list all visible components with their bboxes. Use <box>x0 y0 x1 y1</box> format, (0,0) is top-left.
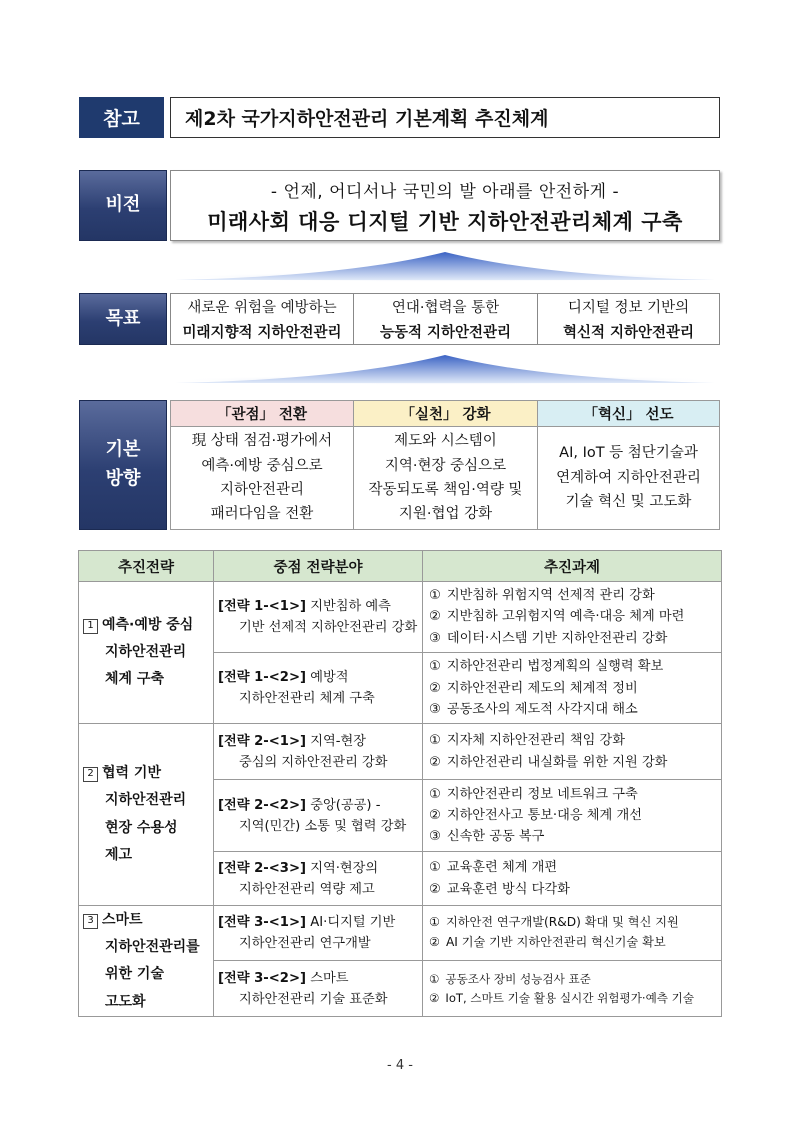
strategy-text: 현장 수용성 <box>105 819 178 836</box>
direction-body-3 <box>538 427 720 530</box>
item-number: ① <box>429 733 441 749</box>
task-text: 데이터·시스템 기반 지하안전관리 강화 <box>446 630 668 646</box>
area-title: 기반 선제적 지하안전관리 강화 <box>239 620 418 636</box>
list-item <box>429 678 717 699</box>
list-item <box>429 879 717 900</box>
area-code: [전략 3-<1>] <box>218 915 307 931</box>
goal-item-1 <box>170 293 354 345</box>
strategy-text: 지하안전관리 <box>105 792 187 809</box>
item-number: ③ <box>429 630 441 646</box>
item-number: ① <box>429 659 441 675</box>
tasks-3-2 <box>423 961 722 1017</box>
goal-title: 혁신적 지하안전관리 <box>562 325 695 342</box>
tasks-2-1 <box>423 724 722 780</box>
direction-label-line: 기본 <box>105 439 141 461</box>
goal-item-2 <box>354 293 538 345</box>
goal-line: 연대·협력을 통한 <box>391 300 500 316</box>
area-title: 중앙(공공) - <box>310 797 381 813</box>
direction-line: 작동되도록 책임·역량 및 <box>368 482 523 498</box>
task-text: 지하안전사고 통보·대응 체계 개선 <box>446 808 642 824</box>
task-text: 지하안전관리 내실화를 위한 지원 강화 <box>446 754 668 770</box>
direction-line: 패러다임을 전환 <box>210 506 314 523</box>
task-text: 지반침하 위험지역 선제적 관리 강화 <box>446 588 655 603</box>
item-number: ② <box>429 935 440 950</box>
task-text: 지하안전관리 법정계획의 실행력 확보 <box>446 659 664 675</box>
item-number: ① <box>429 971 440 986</box>
col-header-tasks: 추진과제 <box>423 551 722 582</box>
list-item <box>429 606 717 627</box>
task-text: 지하안전관리 제도의 체계적 정비 <box>446 680 638 696</box>
strategy-number: 2 <box>83 767 98 782</box>
goal-line: 디지털 정보 기반의 <box>567 300 690 316</box>
vision-statement: 미래사회 대응 디지털 기반 지하안전관리체계 구축 <box>207 210 683 234</box>
list-item <box>429 989 717 1008</box>
strategy-text: 지하안전관리 <box>105 643 187 660</box>
strategy-number: 1 <box>83 619 98 634</box>
tasks-1-2 <box>423 653 722 724</box>
area-title: 지반침하 예측 <box>310 598 391 614</box>
list-item <box>429 913 717 933</box>
list-item <box>429 730 717 751</box>
table-row <box>79 724 722 780</box>
item-number: ② <box>429 808 441 824</box>
item-number: ① <box>429 860 441 876</box>
strategy-text: 지하안전관리를 <box>105 938 200 955</box>
list-item <box>429 628 717 649</box>
area-title: 지역(민간) 소통 및 협력 강화 <box>239 818 407 834</box>
area-code: [전략 2-<1>] <box>218 733 307 749</box>
item-number: ① <box>429 786 441 802</box>
direction-line: 現 상태 점검·평가에서 <box>191 433 333 450</box>
item-number: ② <box>429 609 441 625</box>
list-item <box>429 933 717 953</box>
direction-line: 지원·협업 강화 <box>398 506 493 523</box>
direction-line: 지하안전관리 <box>219 482 305 498</box>
direction-head-1: 「관점」 전환 <box>170 400 354 427</box>
list-item <box>429 784 717 805</box>
area-title: 지하안전관리 기술 표준화 <box>239 991 388 1007</box>
task-text: 지하안전 연구개발(R&D) 확대 및 혁신 지원 <box>445 915 679 930</box>
strategy-text: 예측·예방 중심 <box>102 616 194 633</box>
strategy-3 <box>79 906 214 1017</box>
area-3-2 <box>214 961 423 1017</box>
direction-body-1 <box>170 427 354 530</box>
task-text: AI 기술 기반 지하안전관리 혁신기술 확보 <box>445 935 666 950</box>
task-text: 교육훈련 체계 개편 <box>446 860 558 876</box>
direction-line: 예측·예방 중심으로 <box>201 457 323 474</box>
page-title: 제2차 국가지하안전관리 기본계획 추진체계 <box>170 97 720 138</box>
list-item <box>429 826 717 847</box>
strategy-text: 체계 구축 <box>105 671 164 688</box>
area-title: 예방적 <box>310 670 349 686</box>
vision-box <box>170 170 720 241</box>
direction-line: 연계하여 지하안전관리 <box>556 469 701 486</box>
col-header-area: 중점 전략분야 <box>214 551 423 582</box>
vision-subtitle: - 언제, 어디서나 국민의 발 아래를 안전하게 - <box>270 182 620 202</box>
area-title: 지역-현장 <box>310 733 366 749</box>
area-title: 지하안전관리 연구개발 <box>239 936 371 952</box>
strategy-1 <box>79 582 214 724</box>
area-title: 지하안전관리 역량 제고 <box>239 881 375 897</box>
tasks-2-3 <box>423 852 722 906</box>
item-number: ③ <box>429 829 441 845</box>
direction-body-2 <box>354 427 538 530</box>
list-item <box>429 805 717 826</box>
area-2-3 <box>214 852 423 906</box>
item-number: ② <box>429 881 441 897</box>
area-2-1 <box>214 724 423 780</box>
area-title: 중심의 지하안전관리 강화 <box>239 754 388 770</box>
tasks-3-1 <box>423 906 722 961</box>
direction-line: 제도와 시스템이 <box>394 433 497 450</box>
list-item <box>429 699 717 720</box>
direction-label-line: 방향 <box>105 468 141 489</box>
direction-line: 지역·현장 중심으로 <box>384 457 507 474</box>
item-number: ③ <box>429 701 441 717</box>
goal-title: 능동적 지하안전관리 <box>379 325 512 342</box>
area-1-1 <box>214 582 423 653</box>
area-title: AI·디지털 기반 <box>310 915 396 931</box>
up-arrow-icon <box>170 250 720 282</box>
item-number: ① <box>429 588 441 603</box>
area-code: [전략 3-<2>] <box>218 970 307 986</box>
page-number: - 4 - <box>387 1058 413 1073</box>
goal-item-3 <box>538 293 720 345</box>
direction-head-2: 「실천」 강화 <box>354 400 538 427</box>
direction-line: AI, IoT 등 첨단기술과 <box>559 445 698 462</box>
area-code: [전략 2-<3>] <box>218 860 307 876</box>
strategy-text: 스마트 <box>102 911 143 928</box>
area-code: [전략 1-<2>] <box>218 670 307 686</box>
area-code: [전략 2-<2>] <box>218 797 307 813</box>
area-2-2 <box>214 780 423 852</box>
task-text: 공동조사 장비 성능검사 표준 <box>445 971 591 986</box>
task-text: 지하안전관리 정보 네트워크 구축 <box>446 786 638 802</box>
tasks-1-1 <box>423 582 722 653</box>
item-number: ② <box>429 990 440 1005</box>
area-1-2 <box>214 653 423 724</box>
item-number: ① <box>429 915 440 930</box>
task-text: IoT, 스마트 기술 활용 실시간 위험평가·예측 기술 <box>445 990 695 1005</box>
item-number: ② <box>429 754 441 770</box>
strategy-text: 협력 기반 <box>102 765 161 782</box>
strategy-2 <box>79 724 214 906</box>
col-header-strategy: 추진전략 <box>79 551 214 582</box>
item-number: ② <box>429 680 441 696</box>
table-row <box>79 582 722 653</box>
strategy-text: 위한 기술 <box>105 966 164 983</box>
table-row <box>79 906 722 961</box>
list-item <box>429 752 717 773</box>
strategy-number: 3 <box>83 914 98 929</box>
reference-badge: 참고 <box>79 97 164 138</box>
goal-label: 목표 <box>79 293 167 345</box>
list-item <box>429 857 717 878</box>
table-header-row <box>79 551 722 582</box>
task-text: 교육훈련 방식 다각화 <box>446 881 570 897</box>
list-item <box>429 970 717 989</box>
tasks-2-2 <box>423 780 722 852</box>
task-text: 지자체 지하안전관리 책임 강화 <box>446 733 626 749</box>
vision-label: 비전 <box>79 170 167 241</box>
goal-title: 미래지향적 지하안전관리 <box>182 325 342 342</box>
area-title: 지하안전관리 체계 구축 <box>239 691 375 707</box>
strategy-text: 제고 <box>105 847 133 864</box>
task-text: 신속한 공동 복구 <box>446 829 545 845</box>
task-text: 공동조사의 제도적 사각지대 해소 <box>446 701 638 717</box>
area-title: 지역·현장의 <box>310 860 379 876</box>
goal-line: 새로운 위험을 예방하는 <box>187 300 337 316</box>
direction-head-3: 「혁신」 선도 <box>538 400 720 427</box>
area-3-1 <box>214 906 423 961</box>
direction-label <box>79 400 167 530</box>
task-text: 지반침하 고위험지역 예측·대응 체계 마련 <box>446 609 685 625</box>
list-item <box>429 656 717 677</box>
direction-line: 기술 혁신 및 고도화 <box>565 494 692 511</box>
list-item <box>429 585 717 606</box>
strategy-text: 고도화 <box>105 993 146 1010</box>
strategy-table <box>78 550 722 1017</box>
area-title: 스마트 <box>310 970 349 986</box>
up-arrow-icon <box>170 353 720 385</box>
area-code: [전략 1-<1>] <box>218 598 307 614</box>
